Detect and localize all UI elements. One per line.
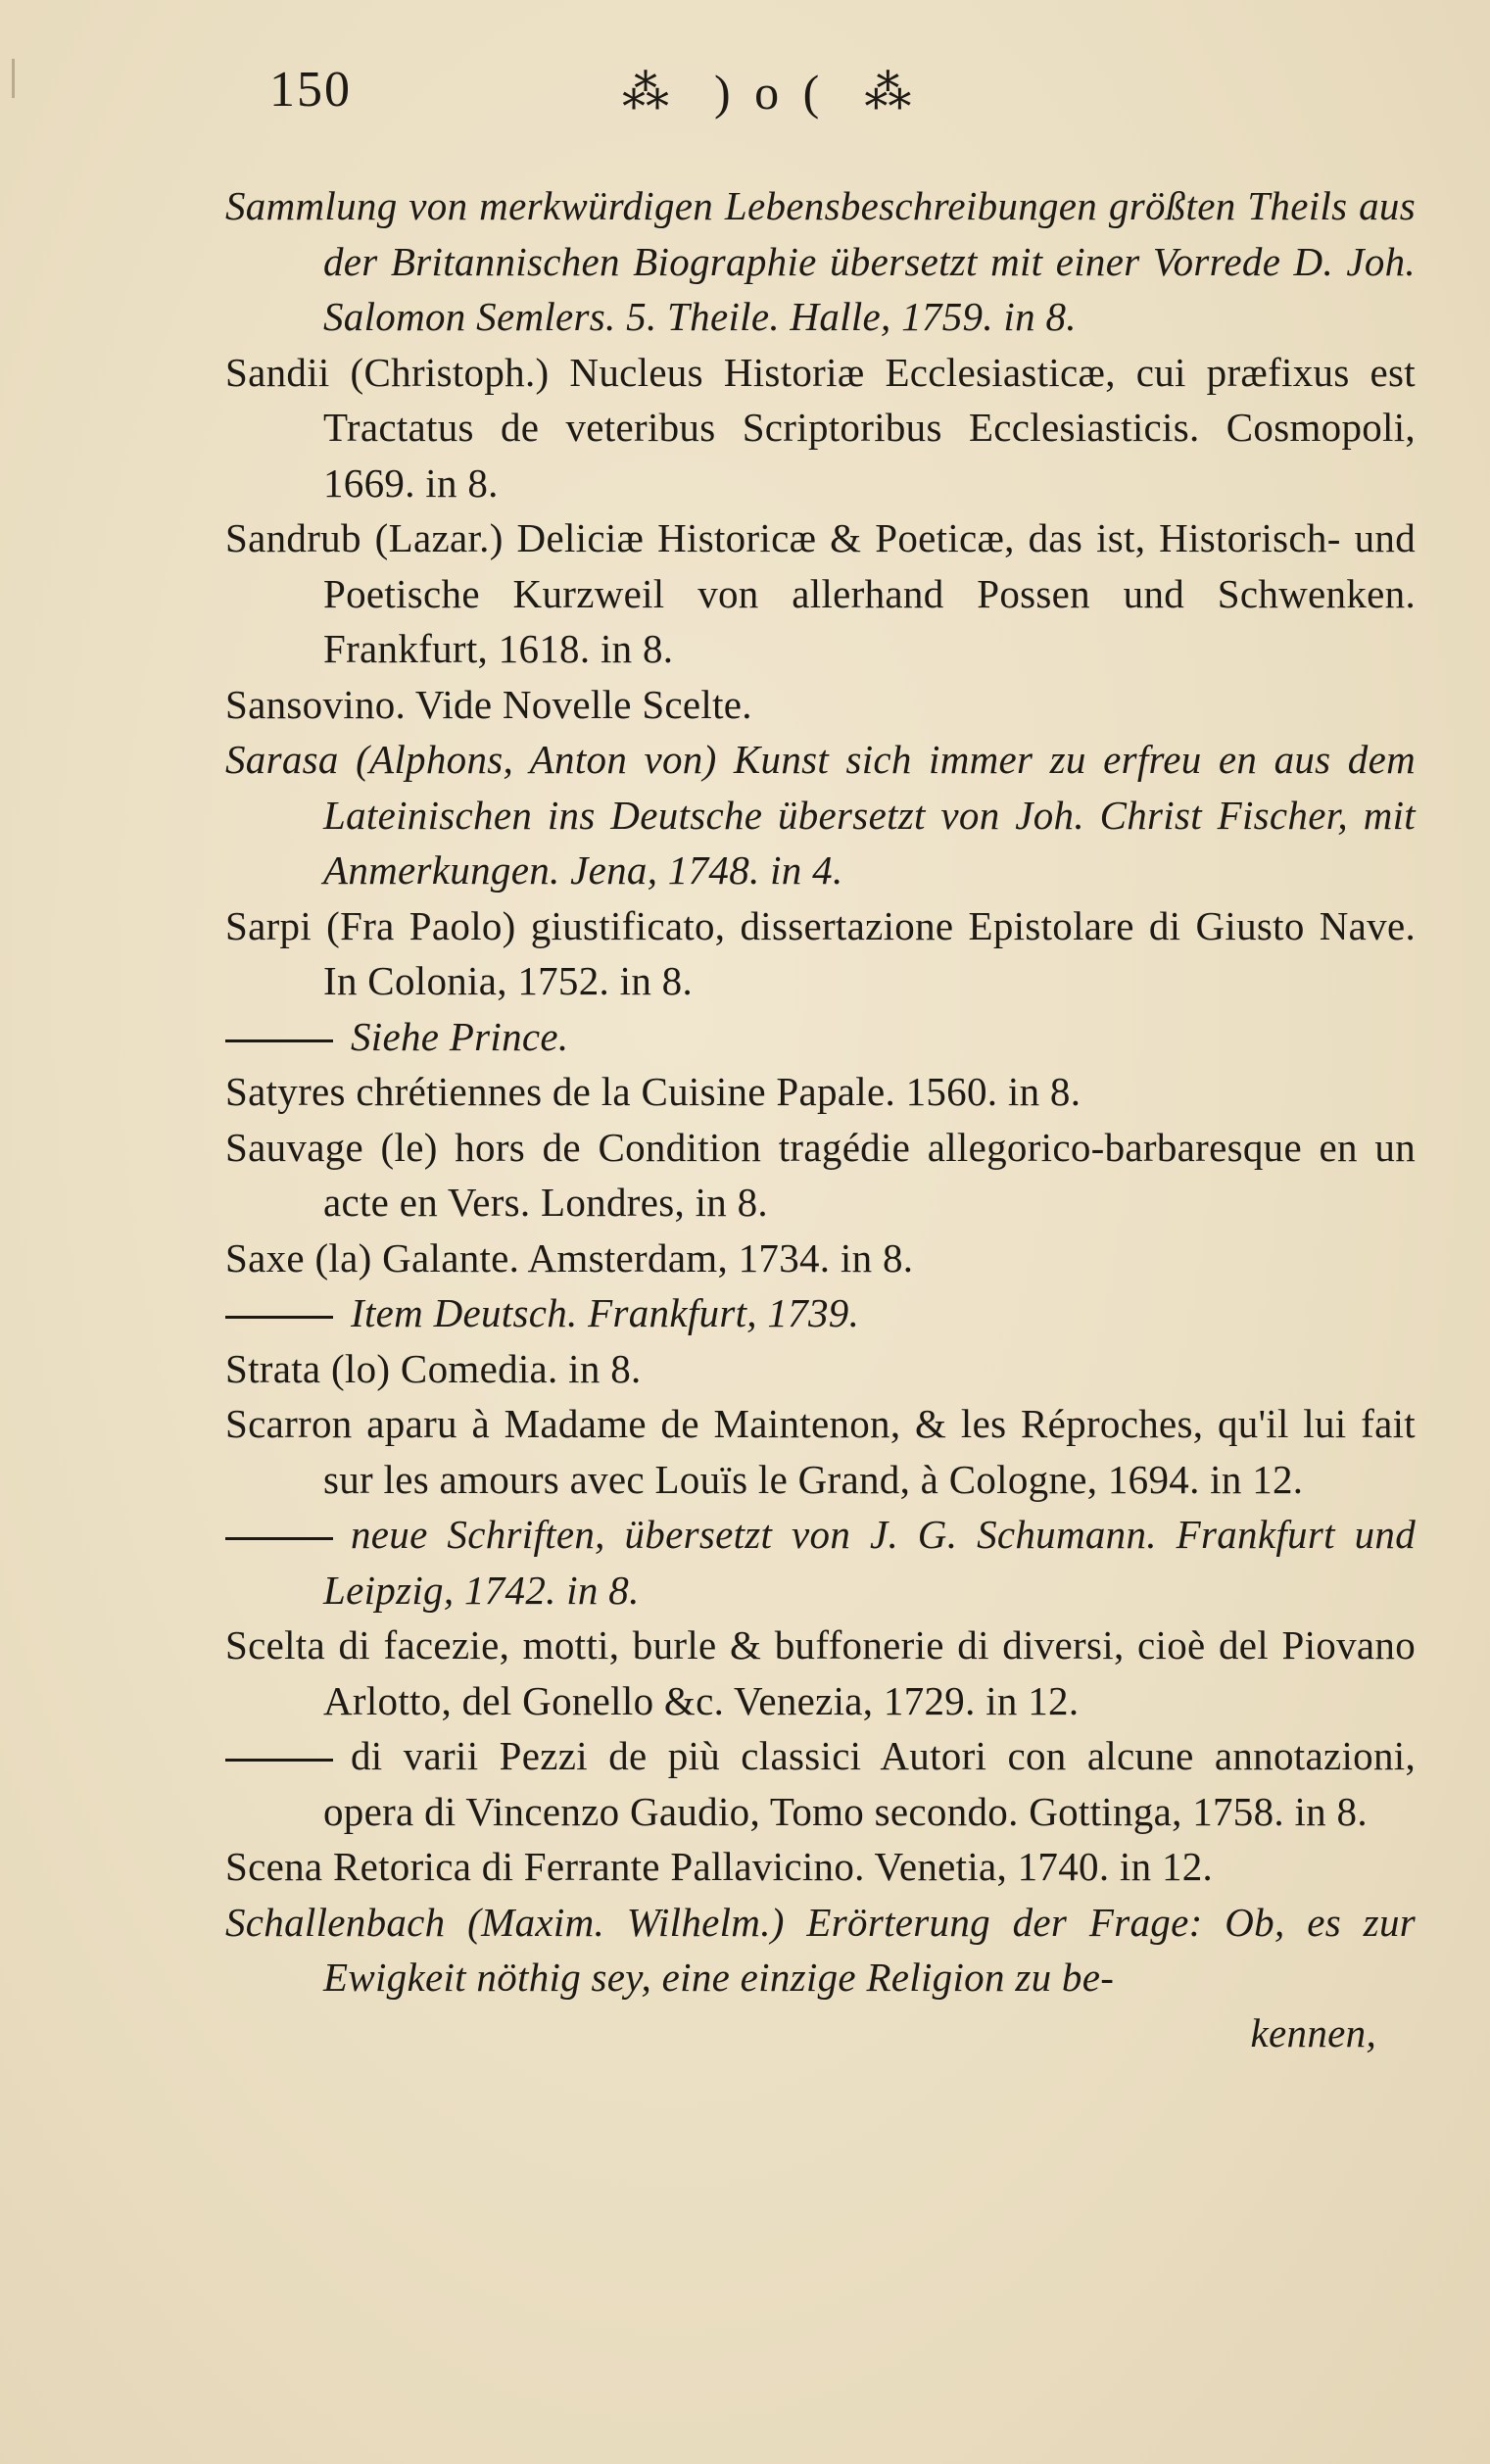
bibliography-entry: [225, 1120, 1416, 1231]
entry-text: Satyres chrétiennes de la Cuisine Papale. 1560. in 8.: [225, 1069, 1081, 1114]
entry-text: Sandrub (Lazar.) Deliciæ Historicæ & Poeticæ, das ist, Historisch- und Poetische Kurzweil von allerhand Possen und Schwenken. Frankfurt, 1618. in 8.: [225, 515, 1416, 671]
entry-text: Sammlung von merkwürdigen Lebensbeschreibungen größten Theils aus der Britannischen Biographie übersetzt mit einer Vorrede D. Joh. Salomon Semlers. 5. Theile. Halle, 1759. in 8.: [225, 183, 1416, 339]
entry-text: Saxe (la) Galante. Amsterdam, 1734. in 8.: [225, 1234, 914, 1280]
bibliography-entry: [225, 1618, 1416, 1728]
entry-text: Sarasa (Alphons, Anton von) Kunst sich immer zu erfreu en aus dem Lateinischen ins Deutsche übersetzt von Joh. Christ Fischer, mit Anmerkungen. Jena, 1748. in 4.: [225, 737, 1416, 893]
bibliography-entries: [225, 178, 1416, 2060]
ditto-dash: [225, 1039, 333, 1042]
page-number: 150: [269, 62, 352, 118]
gutter-mark: [12, 59, 15, 98]
entry-text: di varii Pezzi de più classici Autori con alcune annotazioni, opera di Vincenzo Gaudio, Tomo secondo. Gottinga, 1758. in 8.: [323, 1733, 1416, 1834]
bibliography-entry: [225, 1341, 1416, 1397]
bibliography-entry: [225, 1009, 1416, 1065]
continued-word: kennen,: [1250, 2009, 1376, 2055]
ditto-dash: [225, 1537, 333, 1540]
entry-text: Sarpi (Fra Paolo) giustificato, dissertazione Epistolare di Giusto Nave. In Colonia, 1752. in 8.: [225, 902, 1416, 1003]
bibliography-entry: [225, 898, 1416, 1009]
bibliography-entry: [225, 345, 1416, 511]
entry-text: Scena Retorica di Ferrante Pallavicino. Venetia, 1740. in 12.: [225, 1844, 1214, 1889]
entry-text: Scarron aparu à Madame de Maintenon, & les Réproches, qu'il lui fait sur les amours avec Louïs le Grand, à Cologne, 1694. in 12.: [225, 1401, 1416, 1502]
entry-text: Schallenbach (Maxim. Wilhelm.) Erörterung der Frage: Ob, es zur Ewigkeit nöthig sey, eine einzige Religion zu be-: [225, 1899, 1416, 2000]
entry-text: Strata (lo) Comedia. in 8.: [225, 1345, 642, 1391]
bibliography-entry: [225, 1285, 1416, 1341]
bibliography-entry: [225, 510, 1416, 677]
left-ornament-icon: ⁂: [622, 66, 675, 119]
entry-text: Sandii (Christoph.) Nucleus Historiæ Ecclesiasticæ, cui præfixus est Tractatus de veteribus Scriptoribus Ecclesiasticis. Cosmopoli, 1669. in 8.: [225, 349, 1416, 506]
center-ornament: ) o (: [714, 64, 826, 120]
page-header: [269, 61, 1151, 129]
bibliography-entry: [225, 178, 1416, 345]
right-ornament-icon: ⁂: [864, 66, 918, 119]
bibliography-entry: [225, 1728, 1416, 1839]
ditto-dash: [225, 1759, 333, 1762]
bibliography-entry: [225, 1396, 1416, 1507]
bibliography-entry: [225, 732, 1416, 898]
ditto-dash: [225, 1316, 333, 1319]
bibliography-entry: [225, 1839, 1416, 1895]
bibliography-entry: [225, 1895, 1416, 2005]
bibliography-entry: [225, 1507, 1416, 1618]
entry-text: Scelta di facezie, motti, burle & buffonerie di diversi, cioè del Piovano Arlotto, del Gonello &c. Venezia, 1729. in 12.: [225, 1622, 1416, 1723]
bibliography-entry: [225, 1231, 1416, 1286]
entry-text: Sansovino. Vide Novelle Scelte.: [225, 681, 752, 727]
bibliography-entry: [225, 677, 1416, 733]
bibliography-entry: [225, 1064, 1416, 1120]
entry-text: Siehe Prince.: [351, 1013, 569, 1059]
header-ornament: [622, 61, 917, 121]
entry-text: Sauvage (le) hors de Condition tragédie allegorico-barbaresque en un acte en Vers. Londres, in 8.: [225, 1124, 1416, 1225]
entry-text: neue Schriften, übersetzt von J. G. Schumann. Frankfurt und Leipzig, 1742. in 8.: [323, 1512, 1416, 1613]
entry-text: Item Deutsch. Frankfurt, 1739.: [351, 1290, 860, 1335]
